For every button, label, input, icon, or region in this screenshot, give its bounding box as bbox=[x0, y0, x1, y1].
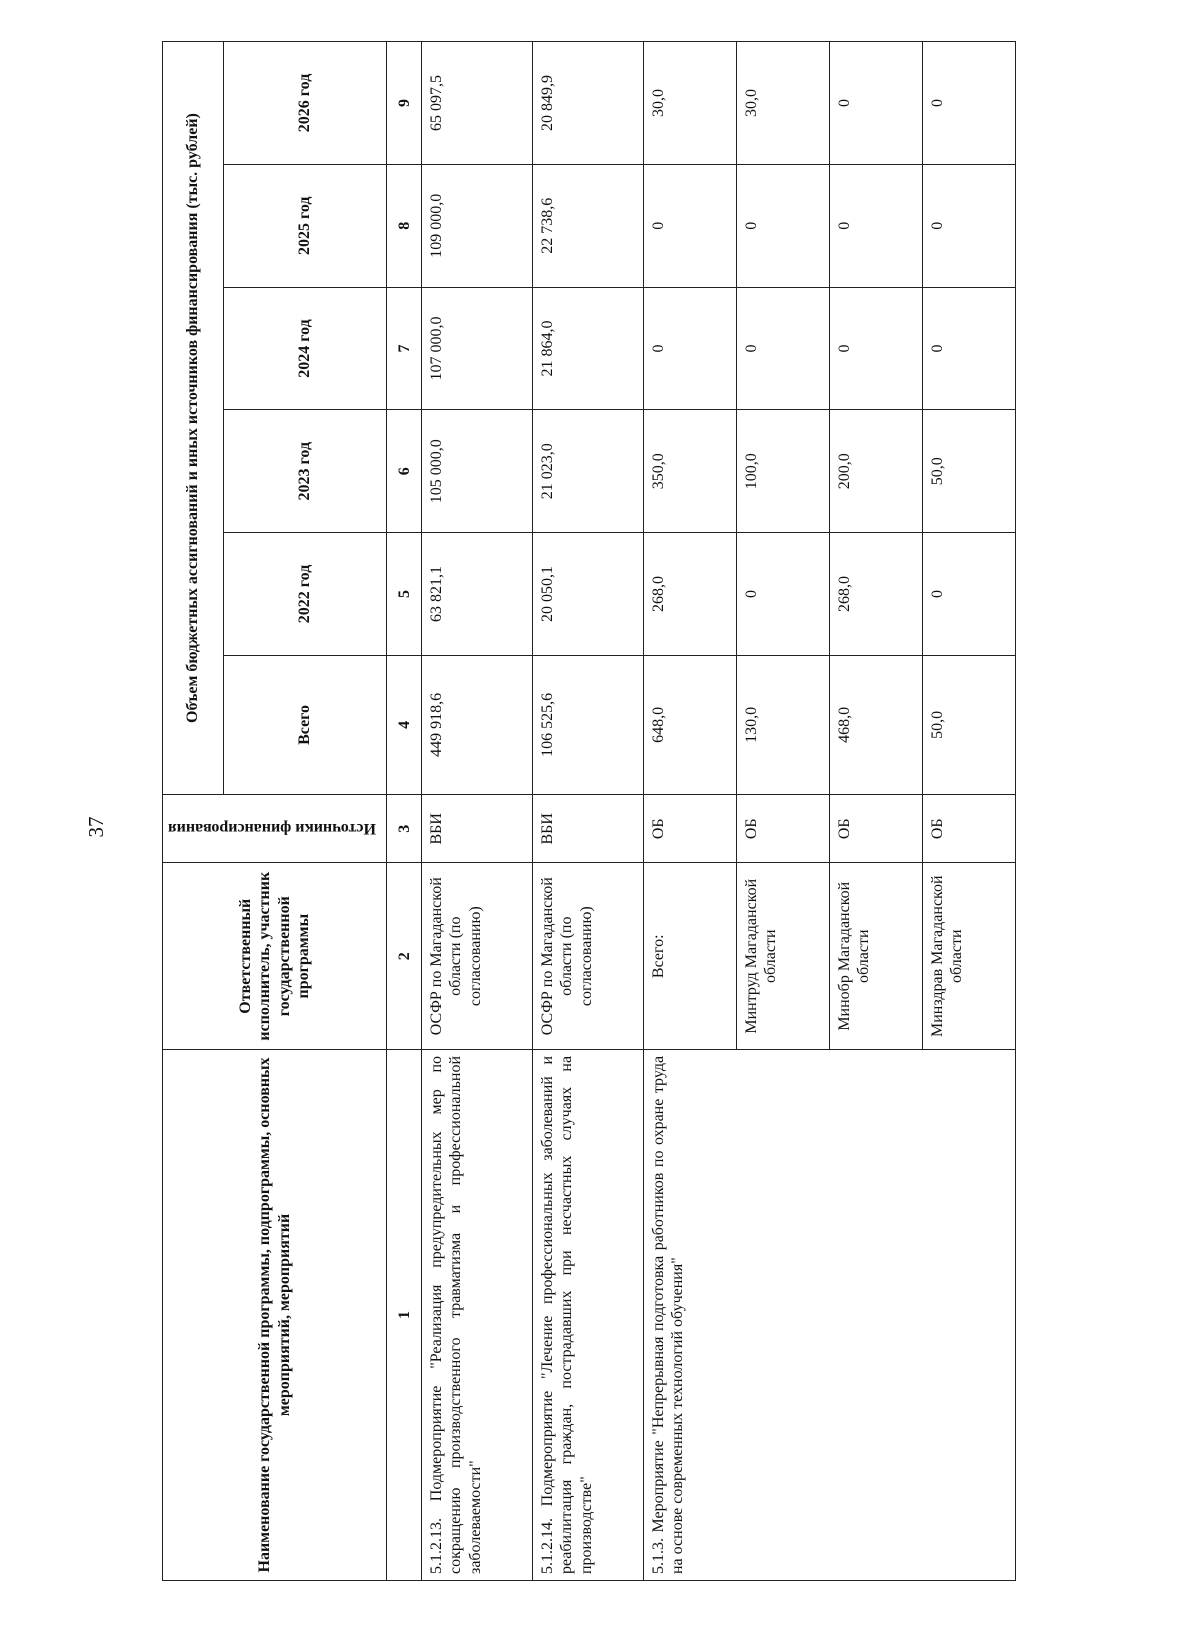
rotated-table-container bbox=[162, 41, 978, 1581]
row-value-2026: 0 bbox=[830, 42, 923, 165]
row-value-2022: 268,0 bbox=[830, 533, 923, 656]
row-value-2023: 350,0 bbox=[644, 410, 737, 533]
row-name: 5.1.2.14. Подмероприятие "Лечение профессиональных заболеваний и реабилитация граждан, пострадавших при несчастных случаях на производстве" bbox=[533, 1049, 644, 1580]
funding-table bbox=[162, 41, 1016, 1581]
row-value-2025: 0 bbox=[923, 164, 1016, 287]
row-value-total: 130,0 bbox=[737, 655, 830, 794]
header-year-2024: 2024 год bbox=[224, 287, 387, 410]
row-value-2026: 20 849,9 bbox=[533, 42, 644, 165]
row-source: ВБИ bbox=[533, 795, 644, 863]
row-value-2024: 0 bbox=[737, 287, 830, 410]
header-row-1 bbox=[163, 42, 224, 1581]
row-value-2025: 0 bbox=[737, 164, 830, 287]
row-value-2022: 0 bbox=[737, 533, 830, 656]
row-source: ОБ bbox=[923, 795, 1016, 863]
row-value-2026: 65 097,5 bbox=[422, 42, 533, 165]
row-value-2022: 268,0 bbox=[644, 533, 737, 656]
row-value-total: 648,0 bbox=[644, 655, 737, 794]
row-source: ВБИ bbox=[422, 795, 533, 863]
header-source-text: Источники финансирования bbox=[168, 820, 376, 838]
index-cell: 2 bbox=[387, 863, 422, 1049]
row-value-2025: 109 000,0 bbox=[422, 164, 533, 287]
row-executor: Всего: bbox=[644, 863, 737, 1049]
row-value-2026: 30,0 bbox=[644, 42, 737, 165]
table-row bbox=[422, 42, 533, 1581]
row-executor: ОСФР по Магаданской области (по согласованию) bbox=[533, 863, 644, 1049]
header-executor: Ответственный исполнитель, участник государственной программы bbox=[163, 863, 387, 1049]
index-cell: 3 bbox=[387, 795, 422, 863]
row-value-2024: 21 864,0 bbox=[533, 287, 644, 410]
row-value-2022: 20 050,1 bbox=[533, 533, 644, 656]
header-year-2023: 2023 год bbox=[224, 410, 387, 533]
row-executor: Минздрав Магаданской области bbox=[923, 863, 1016, 1049]
header-year-2026: 2026 год bbox=[224, 42, 387, 165]
table-row bbox=[533, 42, 644, 1581]
row-value-2022: 63 821,1 bbox=[422, 533, 533, 656]
row-source: ОБ bbox=[644, 795, 737, 863]
row-value-2024: 107 000,0 bbox=[422, 287, 533, 410]
row-name: 5.1.3. Мероприятие "Непрерывная подготовка работников по охране труда на основе современных технологий обучения" bbox=[644, 1049, 1016, 1580]
header-total: Всего bbox=[224, 655, 387, 794]
row-value-2025: 22 738,6 bbox=[533, 164, 644, 287]
row-value-total: 50,0 bbox=[923, 655, 1016, 794]
row-executor: Минобр Магаданской области bbox=[830, 863, 923, 1049]
row-value-2026: 30,0 bbox=[737, 42, 830, 165]
index-cell: 8 bbox=[387, 164, 422, 287]
row-source: ОБ bbox=[737, 795, 830, 863]
row-executor: ОСФР по Магаданской области (по согласованию) bbox=[422, 863, 533, 1049]
header-funding-group: Объем бюджетных ассигнований и иных источников финансирования (тыс. рублей) bbox=[163, 42, 224, 795]
row-value-2023: 105 000,0 bbox=[422, 410, 533, 533]
page-number: 37 bbox=[84, 816, 108, 838]
index-cell: 9 bbox=[387, 42, 422, 165]
row-value-2024: 0 bbox=[644, 287, 737, 410]
index-cell: 1 bbox=[387, 1049, 422, 1580]
row-value-2023: 21 023,0 bbox=[533, 410, 644, 533]
row-value-2023: 50,0 bbox=[923, 410, 1016, 533]
header-year-2022: 2022 год bbox=[224, 533, 387, 656]
row-value-2024: 0 bbox=[923, 287, 1016, 410]
row-value-2025: 0 bbox=[830, 164, 923, 287]
row-name: 5.1.2.13. Подмероприятие "Реализация предупредительных мер по сокращению производственного травматизма и профессиональной заболеваемости" bbox=[422, 1049, 533, 1580]
row-value-total: 468,0 bbox=[830, 655, 923, 794]
row-value-total: 106 525,6 bbox=[533, 655, 644, 794]
row-value-2025: 0 bbox=[644, 164, 737, 287]
row-source: ОБ bbox=[830, 795, 923, 863]
row-executor: Минтруд Магаданской области bbox=[737, 863, 830, 1049]
table-row bbox=[644, 42, 737, 1581]
header-year-2025: 2025 год bbox=[224, 164, 387, 287]
index-cell: 5 bbox=[387, 533, 422, 656]
header-source bbox=[163, 795, 387, 863]
row-value-2022: 0 bbox=[923, 533, 1016, 656]
row-value-2023: 100,0 bbox=[737, 410, 830, 533]
index-cell: 4 bbox=[387, 655, 422, 794]
row-value-total: 449 918,6 bbox=[422, 655, 533, 794]
row-value-2024: 0 bbox=[830, 287, 923, 410]
index-cell: 6 bbox=[387, 410, 422, 533]
header-name: Наименование государственной программы, подпрограммы, основных мероприятий, мероприятий bbox=[163, 1049, 387, 1580]
index-cell: 7 bbox=[387, 287, 422, 410]
row-value-2023: 200,0 bbox=[830, 410, 923, 533]
row-value-2026: 0 bbox=[923, 42, 1016, 165]
index-row bbox=[387, 42, 422, 1581]
